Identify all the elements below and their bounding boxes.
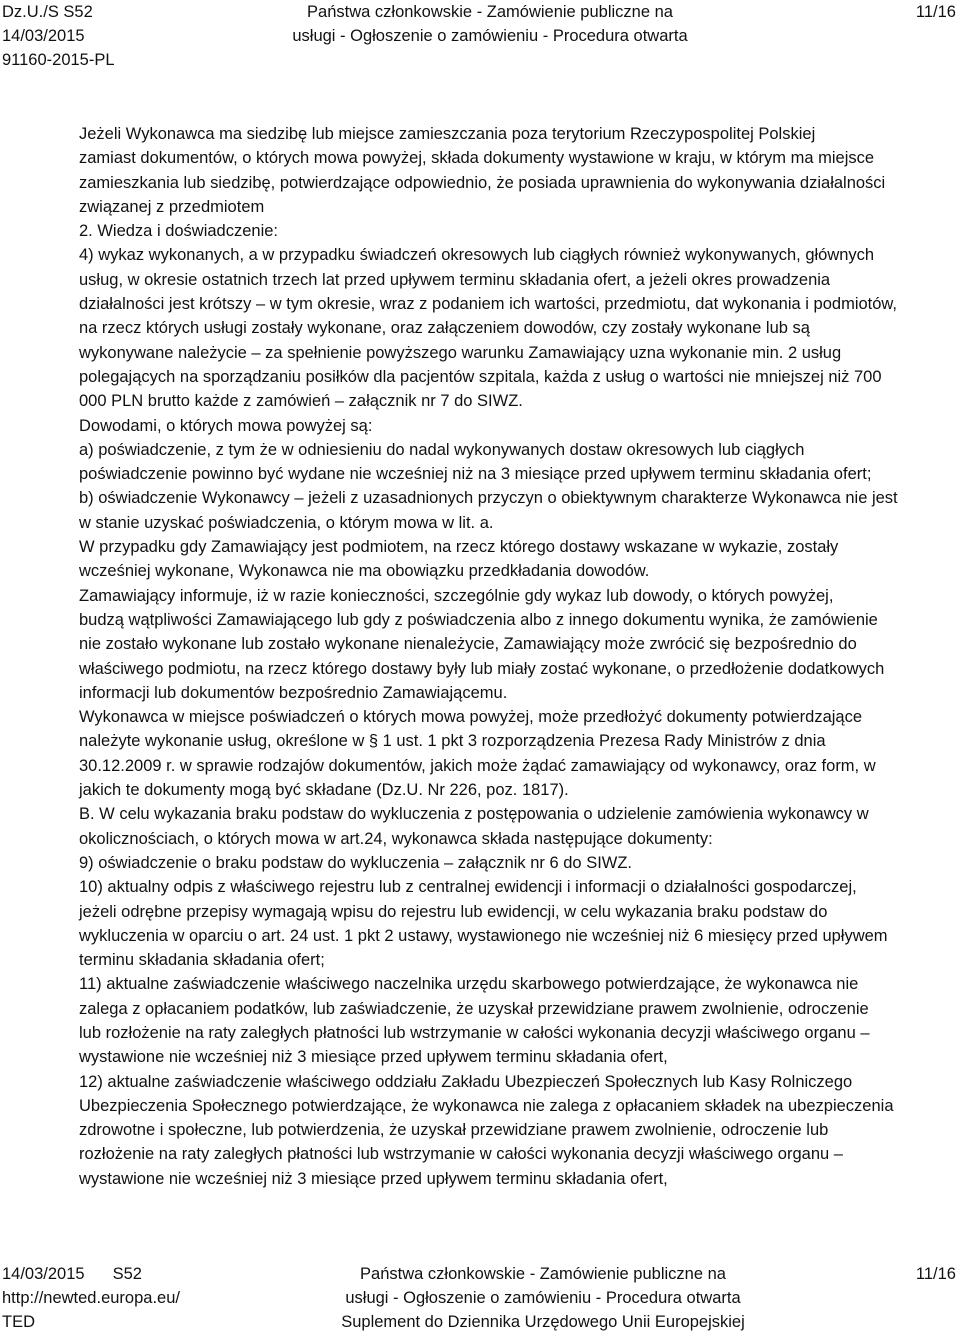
body-text-line: Wykonawca w miejsce poświadczeń o których mowa powyżej, może przedłożyć dokumenty potwierdzające bbox=[79, 708, 863, 727]
body-text-line: informacji lub dokumentów bezpośrednio Zamawiającemu. bbox=[79, 683, 508, 702]
body-text-line: b) oświadczenie Wykonawcy – jeżeli z uzasadnionych przyczyn o obiektywnym charakterze Wykonawca nie jest bbox=[79, 489, 898, 508]
body-text-line: wykonywane należycie – za spełnienie powyższego warunku Zamawiający uzna wykonanie min. 2 usług bbox=[79, 343, 842, 362]
footer-series: S52 bbox=[112, 1265, 142, 1283]
body-text-line: w stanie uzyskać poświadczenia, o którym mowa w lit. a. bbox=[79, 513, 494, 532]
body-text-line: W przypadku gdy Zamawiający jest podmiotem, na rzecz którego dostawy wskazane w wykazie, zostały bbox=[79, 538, 839, 557]
body-text-line: zalega z opłacaniem podatków, lub zaświadczenie, że uzyskał przewidziane prawem zwolnienie, odroczenie bbox=[79, 999, 869, 1018]
header-title-line-2: usługi - Ogłoszenie o zamówieniu - Procedura otwarta bbox=[292, 27, 688, 45]
body-text-line: B. W celu wykazania braku podstaw do wykluczenia z postępowania o udzielenie zamówienia wykonawcy w bbox=[79, 805, 869, 824]
body-text-line: Zamawiający informuje, iż w razie konieczności, szczególnie gdy wykaz lub dowody, o których powyżej, bbox=[79, 586, 834, 605]
body-text-line: właściwego podmiotu, na rzecz którego dostawy były lub miały zostać wykonane, o przedłożenie dodatkowych bbox=[79, 659, 885, 678]
body-text-line: nie zostało wykonane lub zostało wykonane nienależycie, Zamawiający może zwrócić się bezpośrednio do bbox=[79, 635, 857, 654]
body-text-line: 000 PLN brutto każde z zamówień – załącznik nr 7 do SIWZ. bbox=[79, 392, 523, 411]
footer-title-line-1: Państwa członkowskie - Zamówienie publiczne na bbox=[360, 1265, 726, 1283]
body-text-line: okolicznościach, o których mowa w art.24, wykonawca składa następujące dokumenty: bbox=[79, 829, 713, 848]
document-body bbox=[79, 122, 959, 1191]
footer-title-line-3: Suplement do Dziennika Urzędowego Unii Europejskiej bbox=[341, 1313, 745, 1331]
header-title-line-1: Państwa członkowskie - Zamówienie publiczne na bbox=[307, 3, 673, 21]
body-text-line: Ubezpieczenia Społecznego potwierdzające, że wykonawca nie zalega z opłacaniem składek na ubezpieczenia bbox=[79, 1096, 894, 1115]
body-text-line: związanej z przedmiotem bbox=[79, 197, 265, 216]
body-text-line: 12) aktualne zaświadczenie właściwego oddziału Zakładu Ubezpieczeń Społecznych lub Kasy Rolniczego bbox=[79, 1072, 853, 1091]
body-text-line: a) poświadczenie, z tym że w odniesieniu do nadal wykonywanych dostaw okresowych lub ciągłych bbox=[79, 440, 805, 459]
body-text-line: 30.12.2009 r. w sprawie rodzajów dokumentów, jakich może żądać zamawiający od wykonawcy, oraz form, w bbox=[79, 756, 876, 775]
header-date: 14/03/2015 bbox=[2, 27, 85, 45]
body-text-line: 2. Wiedza i doświadczenie: bbox=[79, 222, 279, 241]
footer-title bbox=[63, 1262, 960, 1334]
body-text-line: wcześniej wykonane, Wykonawca nie ma obowiązku przedkładania dowodów. bbox=[79, 562, 650, 581]
body-text-line: wykluczenia w oparciu o art. 24 ust. 1 pkt 2 ustawy, wystawionego nie wcześniej niż 6 miesięcy przed upływem bbox=[79, 926, 888, 945]
body-text-line: działalności jest krótszy – w tym okresie, wraz z podaniem ich wartości, przedmiotu, dat wykonania i podmiotów, bbox=[79, 295, 898, 314]
body-text-line: 9) oświadczenie o braku podstaw do wykluczenia – załącznik nr 6 do SIWZ. bbox=[79, 853, 633, 872]
header-notice-number: 91160-2015-PL bbox=[2, 51, 115, 69]
footer-page-number: 11/16 bbox=[915, 1265, 956, 1283]
body-text-line: 10) aktualny odpis z właściwego rejestru lub z centralnej ewidencji i informacji o działalności gospodarczej, bbox=[79, 878, 857, 897]
body-text-line: terminu składania składania ofert; bbox=[79, 951, 325, 970]
page-footer bbox=[0, 1262, 960, 1334]
body-text-line: wystawione nie wcześniej niż 3 miesiące przed upływem terminu składania ofert, bbox=[79, 1169, 668, 1188]
body-text-line: polegających na sporządzaniu posiłków dla pacjentów szpitala, każda z usług o wartości nie mniejszej niż 700 bbox=[79, 367, 882, 386]
body-text-line: jeżeli odrębne przepisy wymagają wpisu do rejestru lub ewidencji, w celu wykazania braku podstaw do bbox=[79, 902, 828, 921]
footer-url-link[interactable]: http://newted.europa.eu/ bbox=[2, 1289, 180, 1307]
body-text-line: zamiast dokumentów, o których mowa powyżej, składa dokumenty wystawione w kraju, w którym ma miejsce bbox=[79, 149, 875, 168]
body-text-line: 4) wykaz wykonanych, a w przypadku świadczeń okresowych lub ciągłych również wykonywanych, głównych bbox=[79, 246, 875, 265]
header-title bbox=[10, 0, 960, 48]
header-page-number: 11/16 bbox=[915, 3, 956, 21]
body-text-line: rozłożenie na raty zaległych płatności lub wstrzymanie w całości wykonania decyzji właściwego organu – bbox=[79, 1145, 843, 1164]
body-text-line: lub rozłożenie na raty zaległych płatności lub wstrzymanie w całości wykonania decyzji właściwego organu – bbox=[79, 1023, 870, 1042]
body-text-line: poświadczenie powinno być wydane nie wcześniej niż na 3 miesiące przed upływem terminu składania ofert; bbox=[79, 465, 872, 484]
body-text-line: budzą wątpliwości Zamawiającego lub gdy z poświadczenia albo z innego dokumentu wynika, że zamówienie bbox=[79, 610, 878, 629]
footer-date: 14/03/2015 bbox=[2, 1265, 85, 1283]
body-text-line: Dowodami, o których mowa powyżej są: bbox=[79, 416, 373, 435]
body-text-line: zamieszkania lub siedzibę, potwierdzające odpowiednio, że posiada uprawnienia do wykonywania działalności bbox=[79, 173, 886, 192]
body-text-line: zdrowotne i społeczne, lub potwierdzenia, że uzyskał przewidziane prawem zwolnienie, odroczenie lub bbox=[79, 1121, 829, 1140]
body-text-line: 11) aktualne zaświadczenie właściwego naczelnika urzędu skarbowego potwierdzające, że wykonawca nie bbox=[79, 975, 859, 994]
page-header bbox=[0, 0, 960, 72]
body-text-line: jakich te dokumenty mogą być składane (Dz.U. Nr 226, poz. 1817). bbox=[79, 781, 569, 800]
body-text-line: należyte wykonanie usług, określone w § 1 ust. 1 pkt 3 rozporządzenia Prezesa Rady Ministrów z dnia bbox=[79, 732, 826, 751]
header-journal-ref: Dz.U./S S52 bbox=[2, 3, 93, 21]
body-text-line: Jeżeli Wykonawca ma siedzibę lub miejsce zamieszczania poza terytorium Rzeczypospolitej Polskiej bbox=[79, 125, 816, 143]
footer-ted-label: TED bbox=[2, 1313, 35, 1331]
body-text-line: na rzecz których usługi zostały wykonane, oraz załączeniem dowodów, czy zostały wykonane lub są bbox=[79, 319, 810, 338]
body-text-line: usług, w okresie ostatnich trzech lat przed upływem terminu składania ofert, a jeżeli okres prowadzenia bbox=[79, 270, 831, 289]
footer-title-line-2: usługi - Ogłoszenie o zamówieniu - Procedura otwarta bbox=[345, 1289, 741, 1307]
body-text-line: wystawione nie wcześniej niż 3 miesiące przed upływem terminu składania ofert, bbox=[79, 1048, 668, 1067]
